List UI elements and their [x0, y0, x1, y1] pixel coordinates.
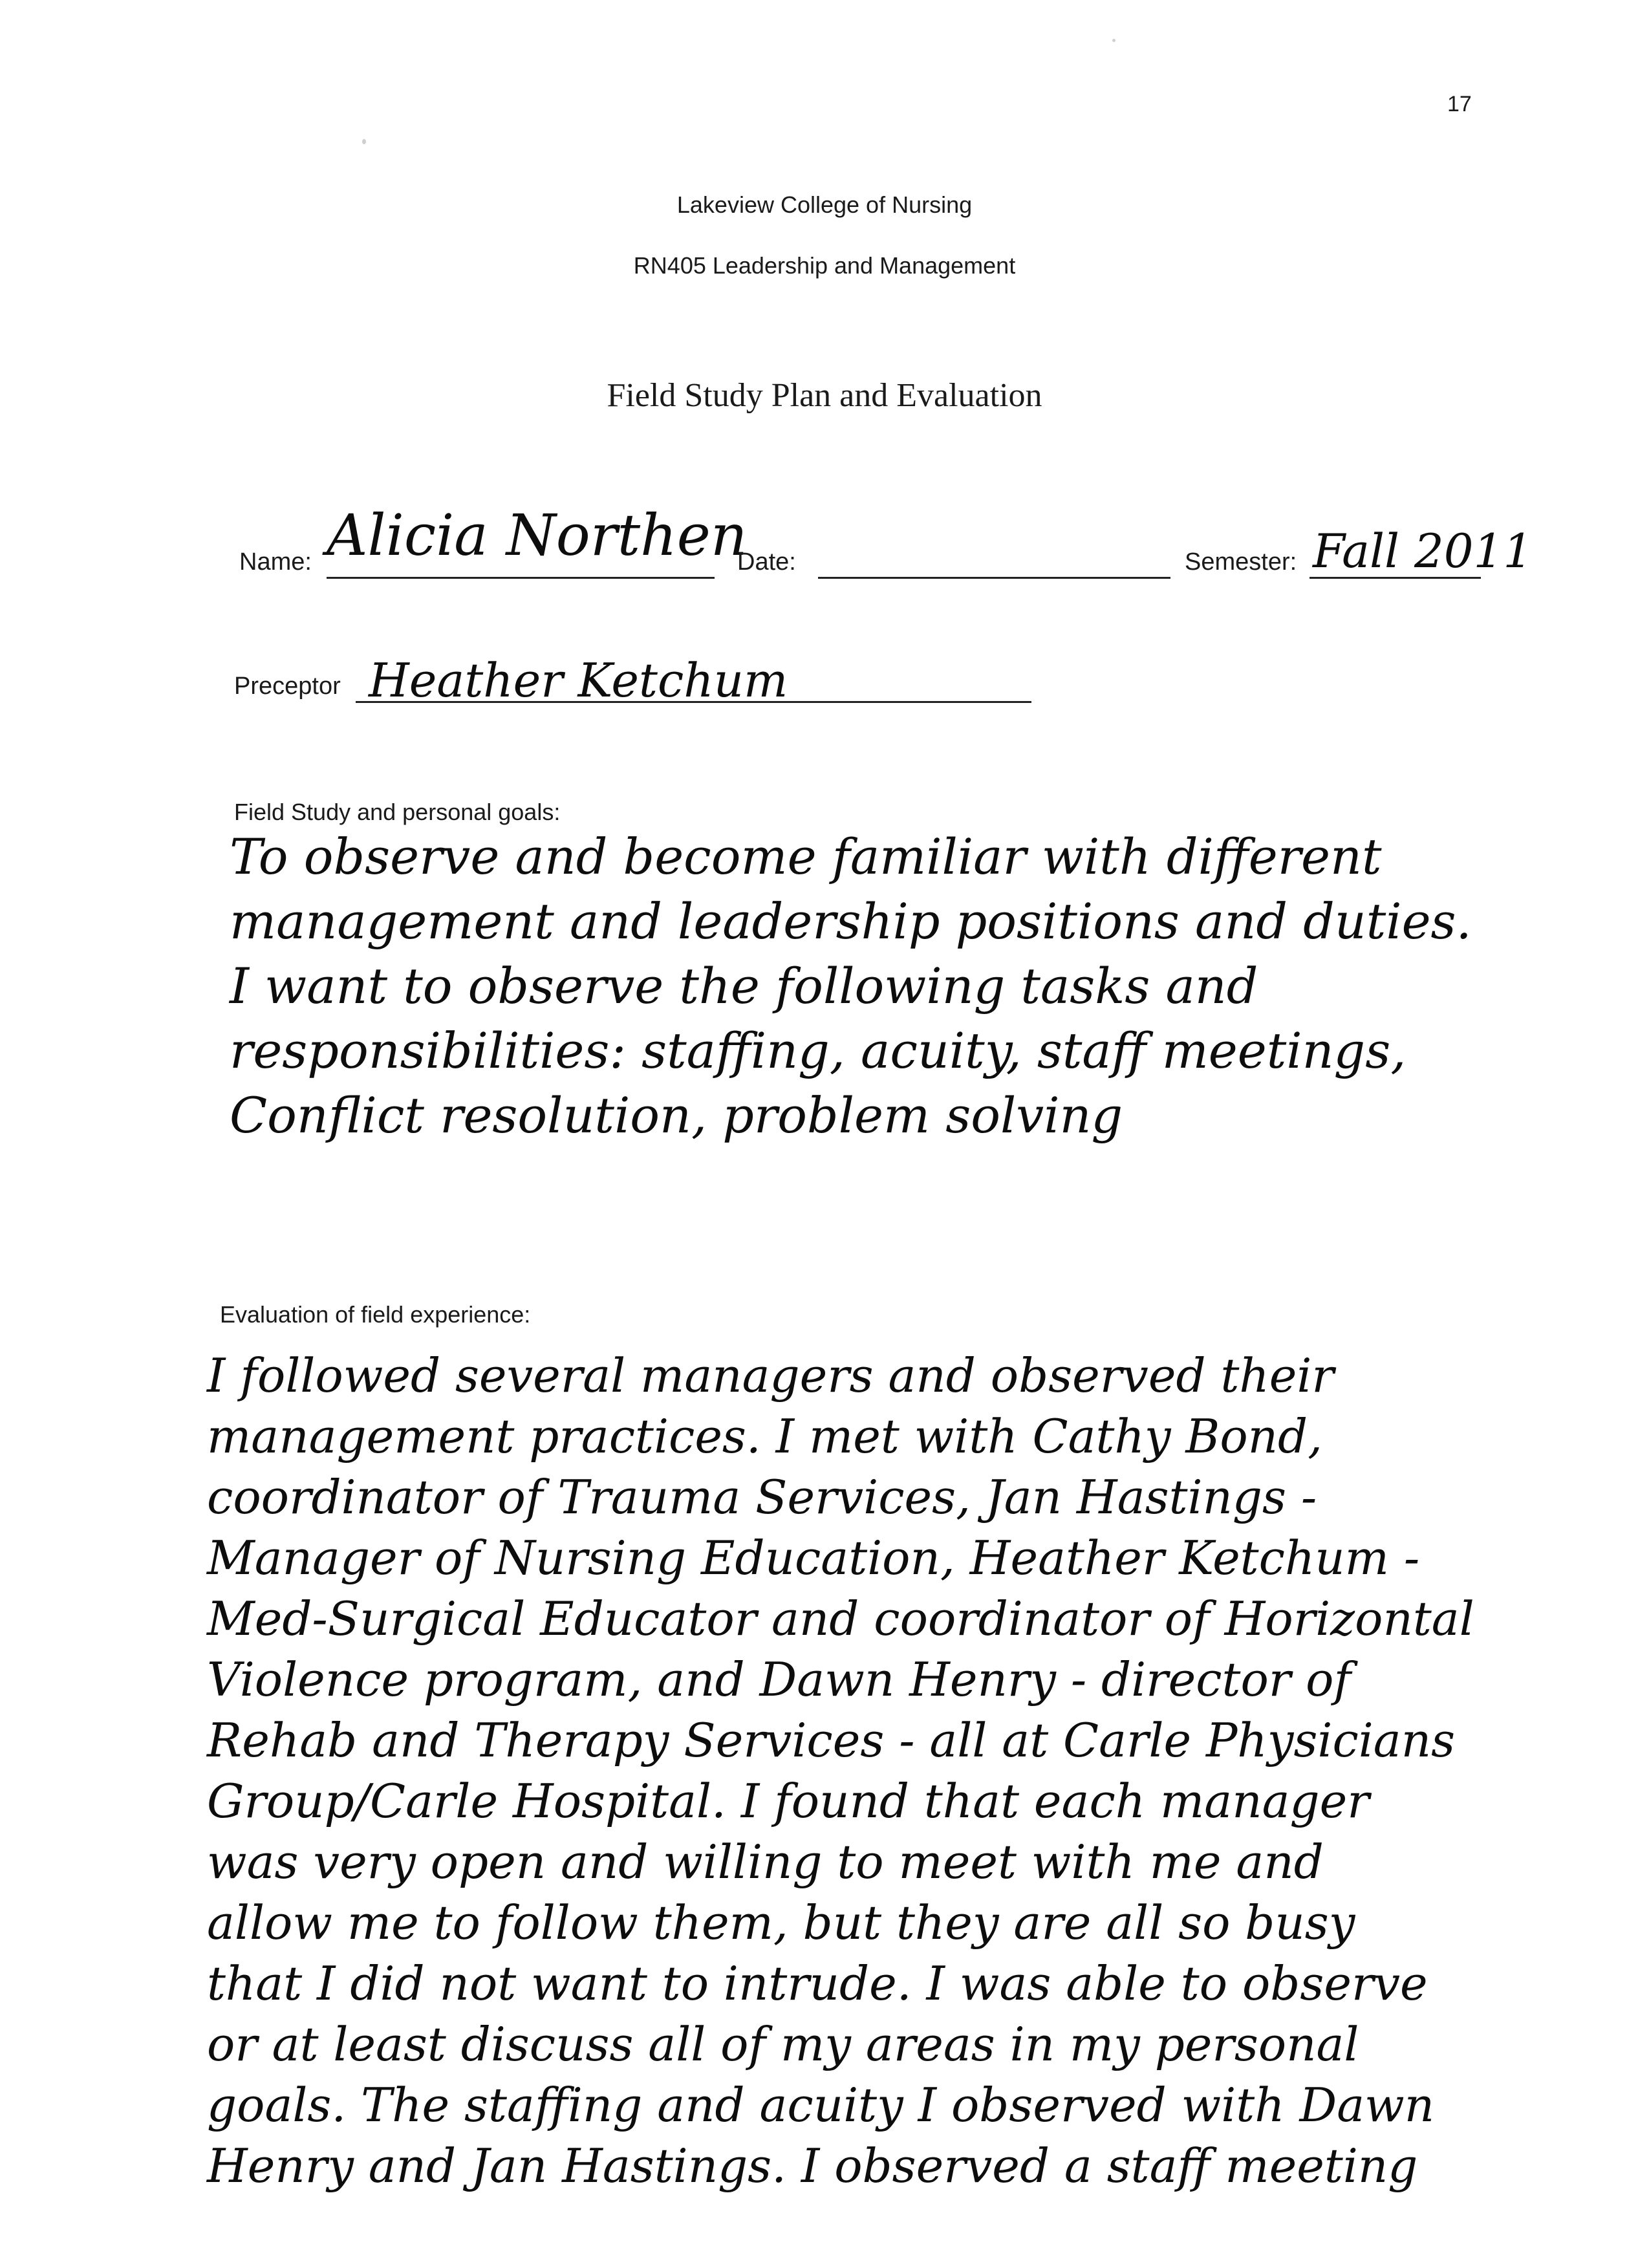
scan-speck [362, 139, 366, 144]
preceptor-label: Preceptor [234, 673, 341, 700]
evaluation-line: Group/Carle Hospital. I found that each manager [207, 1774, 1370, 1828]
goals-line: To observe and become familiar with different [230, 828, 1382, 885]
evaluation-line: coordinator of Trauma Services, Jan Hastings - [207, 1470, 1317, 1524]
evaluation-line: allow me to follow them, but they are all so busy [207, 1895, 1355, 1950]
date-label: Date: [737, 548, 796, 576]
preceptor-underline [356, 701, 1031, 703]
evaluation-line: was very open and willing to meet with me and [207, 1835, 1324, 1889]
evaluation-line: management practices. I met with Cathy Bond, [207, 1409, 1323, 1463]
goals-line: responsibilities: staffing, acuity, staff meetings, [230, 1022, 1406, 1079]
evaluation-line: Violence program, and Dawn Henry - director of [207, 1652, 1352, 1707]
date-underline [818, 577, 1170, 579]
goals-line: I want to observe the following tasks and [230, 957, 1258, 1015]
college-name: Lakeview College of Nursing [676, 191, 973, 218]
name-underline [327, 577, 715, 579]
evaluation-line: Rehab and Therapy Services - all at Carle Physicians [207, 1713, 1456, 1767]
semester-label: Semester: [1185, 548, 1297, 576]
evaluation-text[interactable] [207, 1345, 1474, 2196]
goals-line: management and leadership positions and duties. [230, 892, 1472, 950]
form-title: Field Study Plan and Evaluation [607, 377, 1042, 414]
course-title: RN405 Leadership and Management [633, 252, 1016, 279]
page-number: 17 [1447, 92, 1472, 116]
evaluation-line: that I did not want to intrude. I was able to observe [207, 1956, 1428, 2011]
evaluation-line: Med-Surgical Educator and coordinator of Horizontal [207, 1592, 1474, 1646]
goals-text[interactable] [230, 825, 1472, 1148]
evaluation-line: goals. The staffing and acuity I observed with Dawn [207, 2078, 1435, 2132]
goals-label: Field Study and personal goals: [234, 799, 561, 825]
semester-value[interactable]: Fall 2011 [1313, 524, 1533, 578]
evaluation-line: Henry and Jan Hastings. I observed a staff meeting [207, 2139, 1418, 2193]
preceptor-value[interactable]: Heather Ketchum [369, 653, 788, 707]
semester-underline [1310, 577, 1481, 579]
evaluation-label: Evaluation of field experience: [220, 1301, 531, 1328]
evaluation-line: I followed several managers and observed their [207, 1348, 1334, 1403]
evaluation-line: Manager of Nursing Education, Heather Ketchum - [207, 1531, 1420, 1585]
name-label: Name: [239, 548, 312, 576]
scan-speck [1112, 39, 1116, 42]
name-value[interactable]: Alicia Northen [327, 502, 748, 568]
goals-line: Conflict resolution, problem solving [230, 1086, 1123, 1144]
evaluation-line: or at least discuss all of my areas in my personal [207, 2017, 1359, 2071]
